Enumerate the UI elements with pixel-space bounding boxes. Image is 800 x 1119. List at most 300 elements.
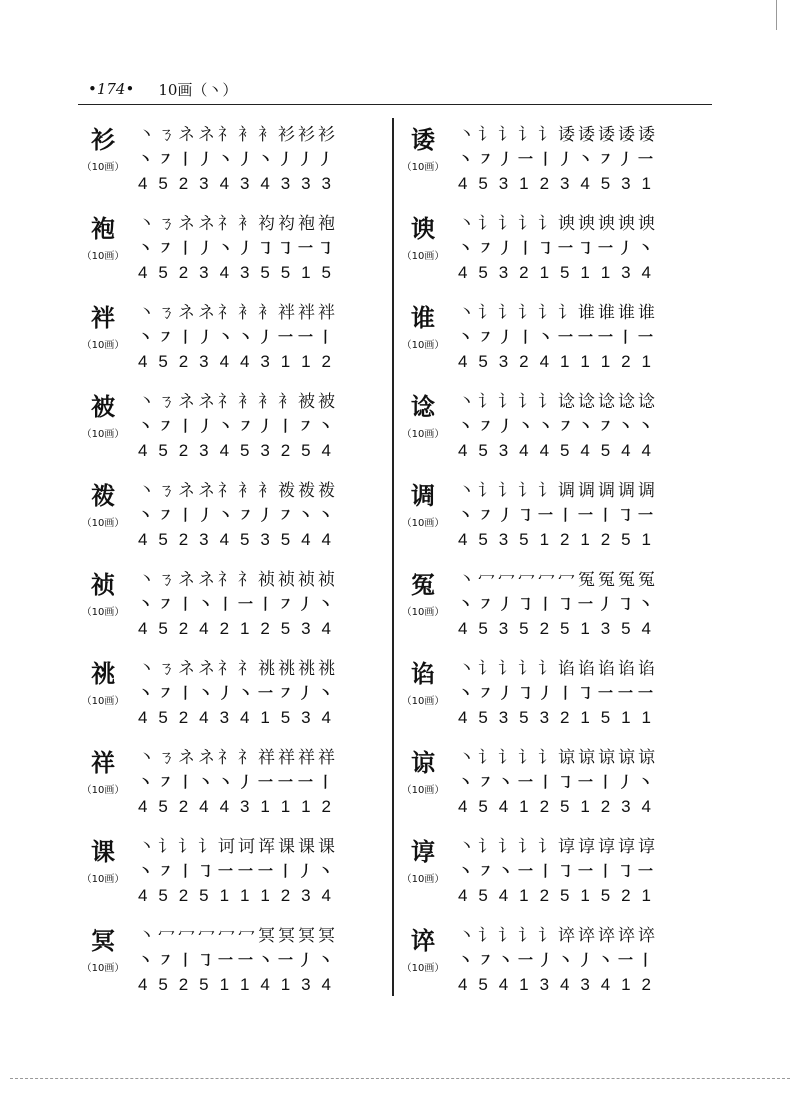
stroke-step: 丶 xyxy=(458,748,475,768)
stroke-step: 课 xyxy=(318,837,335,857)
stroke-name: 丨 xyxy=(178,239,194,257)
headword-char: 袍 xyxy=(91,215,115,243)
stroke-step: 冥 xyxy=(258,926,275,946)
stroke-step: 衤 xyxy=(238,214,255,234)
stroke-step: 丶 xyxy=(138,125,155,145)
stroke-step: 讠 xyxy=(538,837,555,857)
stroke-code-digit: 4 xyxy=(138,530,148,549)
stroke-name: 一 xyxy=(518,773,534,791)
stroke-name: ㇇ xyxy=(278,684,294,702)
stroke-step: 祧 xyxy=(318,659,335,679)
stroke-name: 丿 xyxy=(278,150,294,168)
stroke-step: 祯 xyxy=(298,570,315,590)
stroke-step: 谁 xyxy=(638,303,655,323)
stroke-step: 冤 xyxy=(598,570,615,590)
stroke-name: 丨 xyxy=(178,684,194,702)
stroke-code-digit: 3 xyxy=(301,975,311,994)
stroke-names-row xyxy=(138,860,338,881)
stroke-name: ㇆ xyxy=(558,773,574,791)
stroke-code-digit: 1 xyxy=(280,797,291,816)
stroke-count-label: （10画） xyxy=(401,162,445,173)
stroke-step: 袢 xyxy=(298,303,315,323)
stroke-sequence-row xyxy=(138,654,338,679)
stroke-code-digit: 3 xyxy=(239,797,250,816)
stroke-step: 讠 xyxy=(518,837,535,857)
stroke-name: 丿 xyxy=(258,328,274,346)
stroke-step: 衤 xyxy=(258,392,275,412)
stroke-name: 一 xyxy=(638,684,654,702)
stroke-code-digit: 3 xyxy=(539,708,550,727)
stroke-step: 调 xyxy=(578,481,595,501)
char-box xyxy=(80,304,126,351)
headword-char: 谂 xyxy=(411,393,435,421)
char-entry xyxy=(80,207,380,296)
stroke-code-digit: 4 xyxy=(239,708,250,727)
stroke-sequence-row xyxy=(138,209,338,234)
stroke-code-digit: 5 xyxy=(199,886,209,905)
stroke-code-digit: 5 xyxy=(280,530,291,549)
stroke-names-row xyxy=(458,504,658,525)
stroke-code-digit: 5 xyxy=(559,886,570,905)
stroke-codes-row xyxy=(138,797,342,817)
stroke-code-digit: 2 xyxy=(178,619,189,638)
stroke-code-digit: 1 xyxy=(580,263,590,282)
stroke-code-digit: 1 xyxy=(301,352,311,371)
stroke-name: 丨 xyxy=(538,595,554,613)
stroke-step: 丶 xyxy=(458,125,475,145)
stroke-sequence-row xyxy=(138,832,338,857)
stroke-name: 丿 xyxy=(498,239,514,257)
stroke-code-digit: 4 xyxy=(321,530,331,549)
stroke-step: ネ xyxy=(178,748,195,768)
right-column xyxy=(400,118,700,1008)
char-entry xyxy=(400,474,700,563)
stroke-names-row xyxy=(138,148,338,169)
stroke-step: 丶 xyxy=(458,303,475,323)
stroke-step: 讠 xyxy=(518,748,535,768)
stroke-step: 丶 xyxy=(458,392,475,412)
stroke-name: 一 xyxy=(618,684,634,702)
stroke-code-digit: 4 xyxy=(458,263,468,282)
stroke-code-digit: 4 xyxy=(621,441,631,460)
stroke-step: 谂 xyxy=(578,392,595,412)
stroke-count-label: （10画） xyxy=(401,696,445,707)
char-box xyxy=(400,571,446,618)
stroke-code-digit: 4 xyxy=(321,886,331,905)
stroke-step: 冖 xyxy=(178,926,195,946)
stroke-names-row xyxy=(138,504,338,525)
stroke-sequence-row xyxy=(458,476,658,501)
stroke-step: ネ xyxy=(178,481,195,501)
stroke-code-digit: 4 xyxy=(260,174,270,193)
stroke-step: 讠 xyxy=(518,214,535,234)
stroke-code-digit: 1 xyxy=(260,886,270,905)
stroke-name: 一 xyxy=(518,150,534,168)
stroke-count-label: （10画） xyxy=(401,607,445,618)
stroke-step: 谀 xyxy=(638,214,655,234)
stroke-name: 丶 xyxy=(218,150,234,168)
stroke-name: 丿 xyxy=(498,328,514,346)
stroke-step: 诿 xyxy=(578,125,595,145)
stroke-name: 丿 xyxy=(198,239,214,257)
stroke-step: ネ xyxy=(198,481,215,501)
stroke-name: 丨 xyxy=(278,417,294,435)
stroke-step: 丶 xyxy=(458,570,475,590)
stroke-code-digit: 4 xyxy=(138,797,148,816)
stroke-code-digit: 5 xyxy=(239,441,250,460)
stroke-name: 丿 xyxy=(318,150,334,168)
stroke-step: 讠 xyxy=(538,481,555,501)
stroke-step: 礻 xyxy=(238,748,255,768)
stroke-step: 讠 xyxy=(478,926,495,946)
stroke-code-digit: 3 xyxy=(199,352,209,371)
stroke-code-digit: 5 xyxy=(158,174,168,193)
stroke-step: 冖 xyxy=(238,926,255,946)
stroke-step: 讠 xyxy=(518,659,535,679)
stroke-code-digit: 4 xyxy=(641,263,651,282)
stroke-codes-row xyxy=(138,263,342,283)
stroke-name: 一 xyxy=(518,862,534,880)
stroke-step: 课 xyxy=(278,837,295,857)
headword-char: 被 xyxy=(91,393,115,421)
stroke-code-digit: 1 xyxy=(580,886,590,905)
stroke-step: 谆 xyxy=(618,837,635,857)
stroke-count-label: （10画） xyxy=(81,874,125,885)
stroke-step: 谂 xyxy=(558,392,575,412)
stroke-code-digit: 4 xyxy=(641,441,651,460)
stroke-code-digit: 1 xyxy=(519,975,529,994)
stroke-name: 丿 xyxy=(198,417,214,435)
stroke-step: 丶 xyxy=(138,570,155,590)
stroke-step: 衤 xyxy=(238,303,255,323)
stroke-code-digit: 4 xyxy=(519,441,529,460)
stroke-name: 一 xyxy=(638,506,654,524)
stroke-name: ㇆ xyxy=(618,595,634,613)
stroke-code-digit: 5 xyxy=(559,263,570,282)
stroke-code-digit: 4 xyxy=(458,797,468,816)
stroke-code-digit: 4 xyxy=(458,352,468,371)
stroke-step: ㄋ xyxy=(158,659,175,679)
stroke-sequence-row xyxy=(138,565,338,590)
stroke-step: 调 xyxy=(598,481,615,501)
stroke-name: 丶 xyxy=(218,239,234,257)
stroke-code-digit: 5 xyxy=(478,352,488,371)
stroke-code-digit: 5 xyxy=(600,886,611,905)
stroke-step: 袍 xyxy=(298,214,315,234)
stroke-code-digit: 5 xyxy=(301,441,311,460)
stroke-name: 丶 xyxy=(318,684,334,702)
stroke-code-digit: 1 xyxy=(301,263,311,282)
stroke-step: 谄 xyxy=(638,659,655,679)
stroke-code-digit: 4 xyxy=(239,352,250,371)
stroke-name: ㇇ xyxy=(478,684,494,702)
stroke-step: 礻 xyxy=(218,570,235,590)
stroke-code-digit: 5 xyxy=(478,797,488,816)
stroke-step: 丶 xyxy=(138,481,155,501)
stroke-step: 祥 xyxy=(318,748,335,768)
headword-char: 祥 xyxy=(91,749,115,777)
stroke-step: 被 xyxy=(298,392,315,412)
stroke-step: 冥 xyxy=(298,926,315,946)
stroke-step: 礻 xyxy=(218,303,235,323)
stroke-step: 礻 xyxy=(218,125,235,145)
stroke-name: ㇆ xyxy=(578,239,594,257)
stroke-name: 丿 xyxy=(498,506,514,524)
stroke-step: 礻 xyxy=(218,659,235,679)
stroke-code-digit: 2 xyxy=(178,797,189,816)
stroke-code-digit: 2 xyxy=(219,619,230,638)
stroke-name: 丶 xyxy=(538,328,554,346)
stroke-names-row xyxy=(138,237,338,258)
stroke-name: 一 xyxy=(578,862,594,880)
stroke-code-digit: 2 xyxy=(641,975,651,994)
stroke-name: 丶 xyxy=(258,951,274,969)
stroke-code-digit: 1 xyxy=(519,797,529,816)
stroke-code-digit: 1 xyxy=(280,352,291,371)
stroke-step: 讠 xyxy=(158,837,175,857)
stroke-name: ㇆ xyxy=(518,506,534,524)
stroke-name: 丶 xyxy=(218,773,234,791)
stroke-code-digit: 2 xyxy=(539,797,550,816)
stroke-code-digit: 3 xyxy=(621,263,631,282)
stroke-step: 祥 xyxy=(258,748,275,768)
stroke-name: 丶 xyxy=(458,150,474,168)
stroke-name: ㇇ xyxy=(478,773,494,791)
stroke-code-digit: 3 xyxy=(559,174,570,193)
stroke-sequence-row xyxy=(138,298,338,323)
stroke-code-digit: 3 xyxy=(219,708,230,727)
column-divider xyxy=(392,118,394,996)
stroke-step: 袯 xyxy=(298,481,315,501)
headword-char: 冥 xyxy=(91,927,115,955)
char-entry xyxy=(400,563,700,652)
stroke-step: 礻 xyxy=(238,659,255,679)
stroke-step: 谄 xyxy=(558,659,575,679)
stroke-name: 丿 xyxy=(618,773,634,791)
stroke-code-digit: 4 xyxy=(600,975,611,994)
stroke-step: 讠 xyxy=(478,481,495,501)
stroke-name: 一 xyxy=(278,328,294,346)
stroke-names-row xyxy=(138,949,338,970)
stroke-name: 丿 xyxy=(258,417,274,435)
stroke-code-digit: 1 xyxy=(580,797,590,816)
stroke-name: ㇆ xyxy=(618,862,634,880)
stroke-step: 谇 xyxy=(618,926,635,946)
stroke-name: ㇇ xyxy=(478,328,494,346)
stroke-step: 谂 xyxy=(618,392,635,412)
stroke-step: 丶 xyxy=(458,481,475,501)
stroke-step: 谂 xyxy=(598,392,615,412)
stroke-step: 诿 xyxy=(618,125,635,145)
stroke-code-digit: 4 xyxy=(498,886,509,905)
stroke-count-label: （10画） xyxy=(401,874,445,885)
stroke-name: 丿 xyxy=(298,862,314,880)
char-box xyxy=(400,126,446,173)
stroke-step: ㄋ xyxy=(158,570,175,590)
stroke-step: 冥 xyxy=(318,926,335,946)
char-entry xyxy=(400,919,700,1008)
stroke-code-digit: 4 xyxy=(219,352,230,371)
stroke-step: 谆 xyxy=(558,837,575,857)
stroke-step: 讠 xyxy=(478,125,495,145)
stroke-codes-row xyxy=(458,619,662,639)
char-box xyxy=(400,304,446,351)
stroke-step: 谀 xyxy=(598,214,615,234)
stroke-step: 冥 xyxy=(278,926,295,946)
char-box xyxy=(80,660,126,707)
stroke-code-digit: 1 xyxy=(641,352,651,371)
stroke-name: 丶 xyxy=(458,773,474,791)
stroke-step: 衤 xyxy=(238,392,255,412)
stroke-sequence-row xyxy=(458,387,658,412)
stroke-step: 讠 xyxy=(518,392,535,412)
stroke-count-label: （10画） xyxy=(401,340,445,351)
stroke-step: 谇 xyxy=(558,926,575,946)
stroke-name: 丶 xyxy=(318,506,334,524)
stroke-name: 丨 xyxy=(638,951,654,969)
stroke-step: 讠 xyxy=(538,125,555,145)
stroke-step: 讠 xyxy=(538,214,555,234)
stroke-step: 冖 xyxy=(158,926,175,946)
stroke-code-digit: 4 xyxy=(458,886,468,905)
stroke-name: 丶 xyxy=(138,239,154,257)
stroke-code-digit: 5 xyxy=(260,263,270,282)
stroke-code-digit: 1 xyxy=(580,352,590,371)
stroke-name: 丶 xyxy=(638,773,654,791)
stroke-code-digit: 3 xyxy=(199,174,209,193)
headword-char: 袢 xyxy=(91,304,115,332)
stroke-code-digit: 3 xyxy=(280,174,291,193)
stroke-step: 讠 xyxy=(498,926,515,946)
stroke-name: 丿 xyxy=(618,150,634,168)
stroke-name: 丿 xyxy=(258,506,274,524)
stroke-code-digit: 5 xyxy=(600,441,611,460)
stroke-name: 一 xyxy=(298,239,314,257)
stroke-step: ネ xyxy=(198,392,215,412)
stroke-code-digit: 5 xyxy=(559,619,570,638)
stroke-name: ㇇ xyxy=(158,150,174,168)
stroke-step: ネ xyxy=(178,125,195,145)
stroke-name: 丶 xyxy=(458,239,474,257)
stroke-step: 礻 xyxy=(218,748,235,768)
stroke-code-digit: 1 xyxy=(519,174,529,193)
headword-char: 谆 xyxy=(411,838,435,866)
stroke-code-digit: 2 xyxy=(539,619,550,638)
headword-char: 课 xyxy=(91,838,115,866)
stroke-sequence-row xyxy=(458,832,658,857)
stroke-step: 谅 xyxy=(598,748,615,768)
stroke-step: 讠 xyxy=(538,926,555,946)
char-entry xyxy=(400,830,700,919)
stroke-step: 祯 xyxy=(278,570,295,590)
char-entry xyxy=(400,741,700,830)
stroke-name: 丨 xyxy=(538,862,554,880)
stroke-name: 丿 xyxy=(198,328,214,346)
stroke-step: 袯 xyxy=(318,481,335,501)
stroke-code-digit: 4 xyxy=(458,530,468,549)
stroke-step: 谁 xyxy=(618,303,635,323)
stroke-name: 丶 xyxy=(538,417,554,435)
stroke-step: ネ xyxy=(178,214,195,234)
stroke-step: 祧 xyxy=(258,659,275,679)
stroke-step: 袀 xyxy=(258,214,275,234)
stroke-code-digit: 5 xyxy=(600,708,611,727)
stroke-step: 冖 xyxy=(538,570,555,590)
stroke-names-row xyxy=(138,593,338,614)
stroke-name: 一 xyxy=(258,862,274,880)
headword-char: 祯 xyxy=(91,571,115,599)
stroke-code-digit: 2 xyxy=(559,530,570,549)
stroke-code-digit: 5 xyxy=(478,886,488,905)
stroke-step: 讠 xyxy=(518,481,535,501)
stroke-code-digit: 2 xyxy=(621,352,631,371)
stroke-step: 调 xyxy=(558,481,575,501)
stroke-name: 丨 xyxy=(558,506,574,524)
stroke-name: 一 xyxy=(578,595,594,613)
stroke-step: ネ xyxy=(178,303,195,323)
char-box xyxy=(80,215,126,262)
stroke-name: 丶 xyxy=(138,684,154,702)
stroke-step: ㄋ xyxy=(158,125,175,145)
stroke-count-label: （10画） xyxy=(81,607,125,618)
stroke-name: ㇇ xyxy=(478,862,494,880)
stroke-name: 丿 xyxy=(578,951,594,969)
stroke-code-digit: 4 xyxy=(498,797,509,816)
stroke-code-digit: 4 xyxy=(539,441,550,460)
stroke-step: 讠 xyxy=(498,837,515,857)
stroke-name: ㇇ xyxy=(158,595,174,613)
stroke-name: 丶 xyxy=(498,951,514,969)
stroke-step: 丶 xyxy=(138,214,155,234)
char-box xyxy=(400,215,446,262)
stroke-name: 丶 xyxy=(138,773,154,791)
stroke-name: 丶 xyxy=(458,417,474,435)
stroke-step: 冖 xyxy=(198,926,215,946)
stroke-step: 衤 xyxy=(238,125,255,145)
char-entry xyxy=(80,563,380,652)
stroke-name: 丶 xyxy=(558,951,574,969)
stroke-code-digit: 2 xyxy=(178,975,189,994)
stroke-step: 谂 xyxy=(638,392,655,412)
stroke-code-digit: 4 xyxy=(138,263,148,282)
stroke-step: 祥 xyxy=(278,748,295,768)
stroke-step: 诨 xyxy=(258,837,275,857)
stroke-name: 丨 xyxy=(318,773,334,791)
stroke-code-digit: 3 xyxy=(498,441,509,460)
stroke-code-digit: 4 xyxy=(219,263,230,282)
stroke-name: 丶 xyxy=(138,417,154,435)
stroke-names-row xyxy=(458,237,658,258)
stroke-code-digit: 5 xyxy=(158,441,168,460)
stroke-name: 丶 xyxy=(138,595,154,613)
stroke-code-digit: 1 xyxy=(580,530,590,549)
stroke-step: 讠 xyxy=(178,837,195,857)
char-box xyxy=(80,749,126,796)
stroke-count-label: （10画） xyxy=(81,518,125,529)
stroke-name: ㇇ xyxy=(158,773,174,791)
stroke-name: ㇆ xyxy=(618,506,634,524)
stroke-step: 祯 xyxy=(318,570,335,590)
stroke-code-digit: 2 xyxy=(178,886,189,905)
stroke-name: 丿 xyxy=(498,417,514,435)
stroke-name: 丿 xyxy=(618,239,634,257)
stroke-code-digit: 2 xyxy=(539,174,550,193)
stroke-name: 一 xyxy=(598,239,614,257)
stroke-code-digit: 3 xyxy=(580,975,590,994)
stroke-name: 丿 xyxy=(218,684,234,702)
stroke-count-label: （10画） xyxy=(401,963,445,974)
stroke-step: 衫 xyxy=(318,125,335,145)
